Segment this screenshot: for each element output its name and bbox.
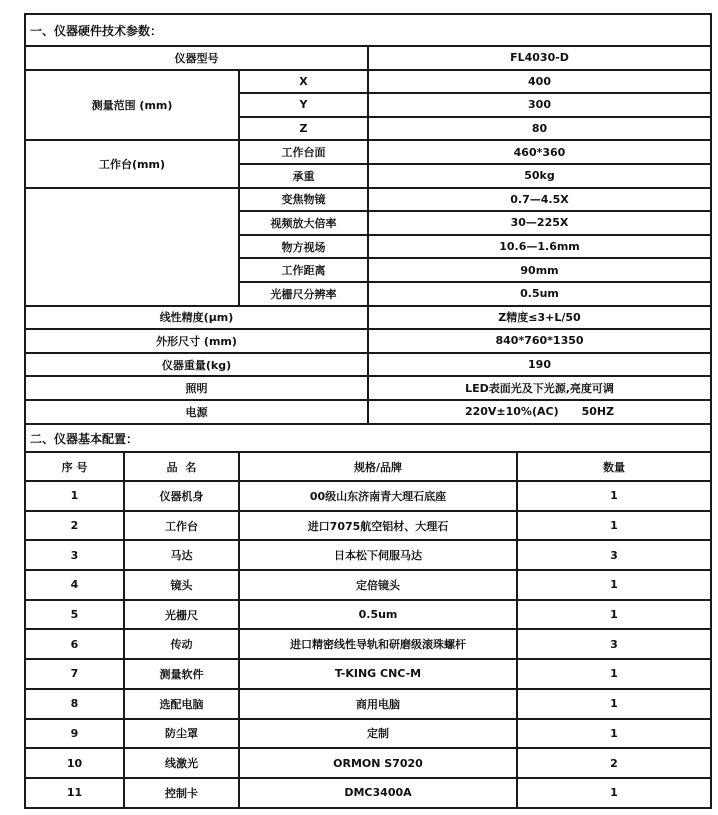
row-qty: 1: [517, 689, 711, 719]
misc-label: 外形尺寸 (mm): [25, 329, 368, 353]
hardware-spec-table: [24, 13, 712, 425]
row-index: 9: [25, 719, 124, 749]
row-spec: 日本松下伺服马达: [239, 540, 517, 570]
row-qty: 1: [517, 600, 711, 630]
optics-blank-cell: [25, 188, 239, 306]
range-value: 300: [368, 93, 711, 117]
range-value: 400: [368, 70, 711, 94]
worktable-sub-label: 工作台面: [239, 140, 368, 164]
row-index: 6: [25, 629, 124, 659]
row-qty: 2: [517, 748, 711, 778]
row-name: 仪器机身: [124, 481, 239, 511]
row-qty: 1: [517, 659, 711, 689]
row-spec: T-KING CNC-M: [239, 659, 517, 689]
row-name: 线激光: [124, 748, 239, 778]
section2-title: 二、仪器基本配置：: [25, 424, 711, 452]
table-row: [25, 570, 711, 600]
row-spec: 定制: [239, 719, 517, 749]
row-index: 4: [25, 570, 124, 600]
table-row: [25, 540, 711, 570]
table-row: [25, 719, 711, 749]
row-index: 2: [25, 511, 124, 541]
row-qty: 1: [517, 511, 711, 541]
section1-title: 一、仪器硬件技术参数：: [25, 14, 711, 46]
optics-value: 0.5um: [368, 282, 711, 306]
header-index: 序 号: [25, 452, 124, 481]
basic-config-table: [24, 423, 712, 809]
row-spec: 0.5um: [239, 600, 517, 630]
row-name: 传动: [124, 629, 239, 659]
optics-label: 工作距离: [239, 258, 368, 282]
row-index: 10: [25, 748, 124, 778]
row-name: 工作台: [124, 511, 239, 541]
optics-value: 10.6—1.6mm: [368, 235, 711, 259]
header-qty: 数量: [517, 452, 711, 481]
row-index: 3: [25, 540, 124, 570]
row-name: 光栅尺: [124, 600, 239, 630]
range-axis: X: [239, 70, 368, 94]
row-qty: 3: [517, 540, 711, 570]
range-axis: Y: [239, 93, 368, 117]
optics-label: 光栅尺分辨率: [239, 282, 368, 306]
model-label: 仪器型号: [25, 46, 368, 70]
misc-value: 190: [368, 353, 711, 377]
optics-label: 变焦物镜: [239, 188, 368, 212]
row-spec: 定倍镜头: [239, 570, 517, 600]
misc-label: 线性精度(μm): [25, 306, 368, 330]
row-qty: 1: [517, 570, 711, 600]
row-qty: 1: [517, 719, 711, 749]
row-spec: ORMON S7020: [239, 748, 517, 778]
table-row: [25, 689, 711, 719]
range-axis: Z: [239, 117, 368, 141]
worktable-label: 工作台(mm): [25, 140, 239, 187]
row-index: 8: [25, 689, 124, 719]
range-label: 测量范围 (mm): [25, 70, 239, 141]
row-name: 选配电脑: [124, 689, 239, 719]
optics-label: 视频放大倍率: [239, 211, 368, 235]
table-row: [25, 778, 711, 808]
row-name: 镜头: [124, 570, 239, 600]
optics-value: 90mm: [368, 258, 711, 282]
misc-value: Z精度≤3+L/50: [368, 306, 711, 330]
optics-value: 0.7—4.5X: [368, 188, 711, 212]
row-index: 1: [25, 481, 124, 511]
misc-value: 220V±10%(AC) 50HZ: [368, 400, 711, 424]
range-value: 80: [368, 117, 711, 141]
worktable-value: 460*360: [368, 140, 711, 164]
worktable-sub-label: 承重: [239, 164, 368, 188]
row-spec: 进口7075航空铝材、大理石: [239, 511, 517, 541]
row-spec: 商用电脑: [239, 689, 517, 719]
optics-label: 物方视场: [239, 235, 368, 259]
row-qty: 3: [517, 629, 711, 659]
misc-label: 仪器重量(kg): [25, 353, 368, 377]
table-row: [25, 748, 711, 778]
row-spec: DMC3400A: [239, 778, 517, 808]
table-row: [25, 511, 711, 541]
row-name: 马达: [124, 540, 239, 570]
misc-value: 840*760*1350: [368, 329, 711, 353]
row-spec: 进口精密线性导轨和研磨级滚珠螺杆: [239, 629, 517, 659]
header-name: 品 名: [124, 452, 239, 481]
misc-label: 照明: [25, 376, 368, 400]
row-index: 7: [25, 659, 124, 689]
row-name: 测量软件: [124, 659, 239, 689]
model-value: FL4030-D: [368, 46, 711, 70]
row-spec: 00级山东济南青大理石底座: [239, 481, 517, 511]
row-name: 防尘罩: [124, 719, 239, 749]
table-row: [25, 600, 711, 630]
worktable-value: 50kg: [368, 164, 711, 188]
header-spec: 规格/品牌: [239, 452, 517, 481]
table-header-row: [25, 452, 711, 481]
misc-label: 电源: [25, 400, 368, 424]
table-row: [25, 659, 711, 689]
table-row: [25, 481, 711, 511]
row-qty: 1: [517, 778, 711, 808]
row-index: 11: [25, 778, 124, 808]
optics-value: 30—225X: [368, 211, 711, 235]
misc-value: LED表面光及下光源,亮度可调: [368, 376, 711, 400]
row-name: 控制卡: [124, 778, 239, 808]
table-row: [25, 629, 711, 659]
row-index: 5: [25, 600, 124, 630]
row-qty: 1: [517, 481, 711, 511]
